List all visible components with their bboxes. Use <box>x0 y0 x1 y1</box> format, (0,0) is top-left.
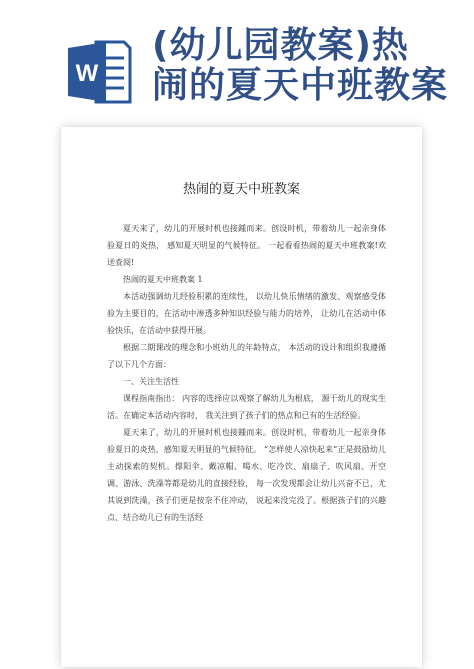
intro-paragraph: 夏天来了，幼儿的开展时机也接踵而来。创设时机，带着幼儿一起亲身体验夏日的炎热， 感知夏天明显的气候特征。 一起看看热闹的夏天中班教案!欢送查阅! <box>107 224 386 267</box>
banner-title-line-2: 闹的夏天中班教案 <box>152 65 449 106</box>
svg-text:W: W <box>75 60 99 87</box>
section-heading: 一、关注生活性 <box>123 377 179 386</box>
banner-title-line-1: (幼儿园教案)热 <box>152 25 409 66</box>
section-heading: 热闹的夏天中班教案 1 <box>123 275 203 284</box>
paragraph: 夏天来了，幼儿的开展时机也接踵而来。创设时机，带着幼儿一起亲身体验夏日的炎热，感知夏天明显的气候特征。 “怎样使人凉快起来”正是鼓励幼儿主动探索的契机。撑阳伞、戴凉帽、喝水、吃冷饮、扇扇子、吹风扇、开空调、游泳、洗澡等都是幼儿的直接经验， 每一次发现都会让幼儿兴奋不已，尤其说到洗澡，孩子们更是按奈不住冲动， 说起来没完没了。根据孩子们的兴趣点、结合幼儿已有的生活经 <box>107 428 386 522</box>
document-body <box>107 220 386 526</box>
document-header <box>0 0 474 110</box>
paragraph: 根据二期课改的理念和小班幼儿的年龄特点， 本活动的设计和组织我遵循了以下几个方面： <box>107 343 386 369</box>
document-page-preview <box>61 127 422 667</box>
word-document-icon <box>66 38 134 106</box>
paragraph: 本活动强调幼儿经验积累的连续性， 以幼儿快乐情绪的激发、观察感受体验为主要目的，在活动中渗透多种知识经验与能力的培养， 让幼儿在活动中体验快乐，在活动中获得开展。 <box>107 292 386 335</box>
page-title: 热闹的夏天中班教案 <box>182 182 300 197</box>
paragraph: 课程指南指出： 内容的选择应以观察了解幼儿为根底， 源于幼儿的现实生活。在确定本活动内容时， 我关注到了孩子们的热点和已有的生活经验。 <box>107 394 386 420</box>
document-title-banner <box>152 26 470 106</box>
